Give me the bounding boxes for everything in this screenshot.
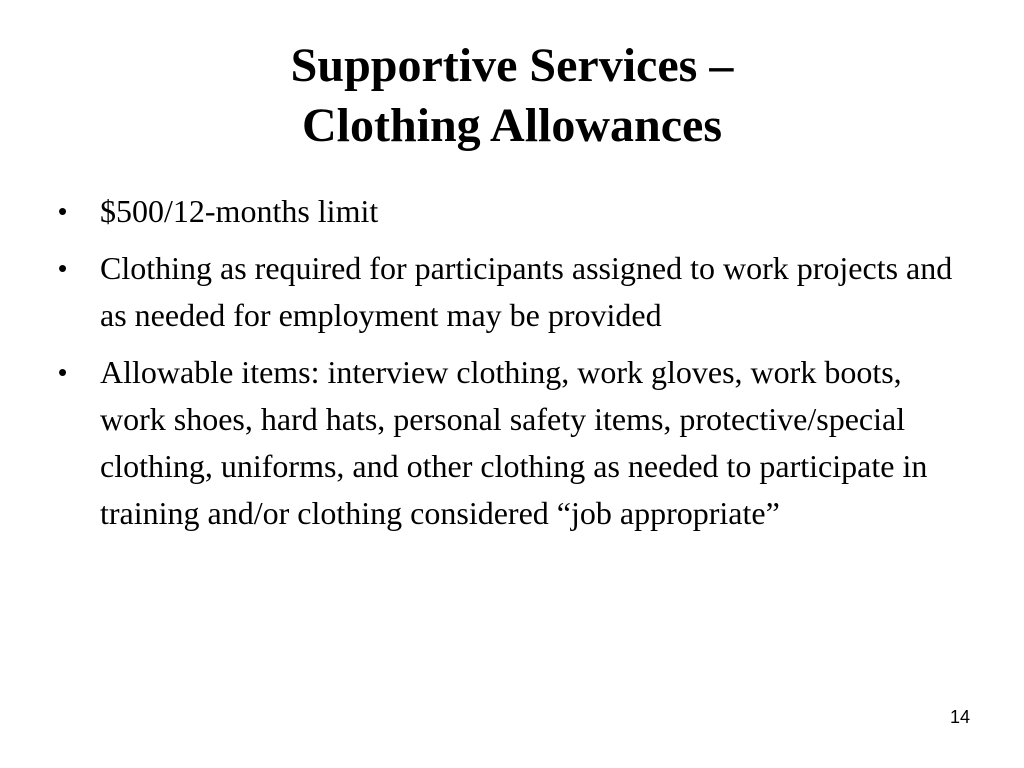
bullet-text: Clothing as required for participants assigned to work projects and as needed for employment may be provided <box>100 250 953 333</box>
slide-title <box>0 36 1024 156</box>
bullet-icon: • <box>58 357 68 387</box>
page-number: 14 <box>949 707 970 727</box>
bullet-text: $500/12-months limit <box>100 193 379 229</box>
bullet-list <box>58 188 958 547</box>
bullet-item-allowable-items <box>58 349 958 537</box>
title-line-2: Clothing Allowances <box>301 99 723 152</box>
title-line-1: Supportive Services – <box>290 39 734 92</box>
bullet-icon: • <box>58 196 68 226</box>
bullet-item-limit <box>58 188 958 235</box>
bullet-icon: • <box>58 253 68 283</box>
bullet-item-required-clothing <box>58 245 958 339</box>
bullet-text: Allowable items: interview clothing, work gloves, work boots, work shoes, hard hats, personal safety items, protective/special clothing, uniforms, and other clothing as needed to participate in training and/or clothing considered “job appropriate” <box>100 354 928 531</box>
